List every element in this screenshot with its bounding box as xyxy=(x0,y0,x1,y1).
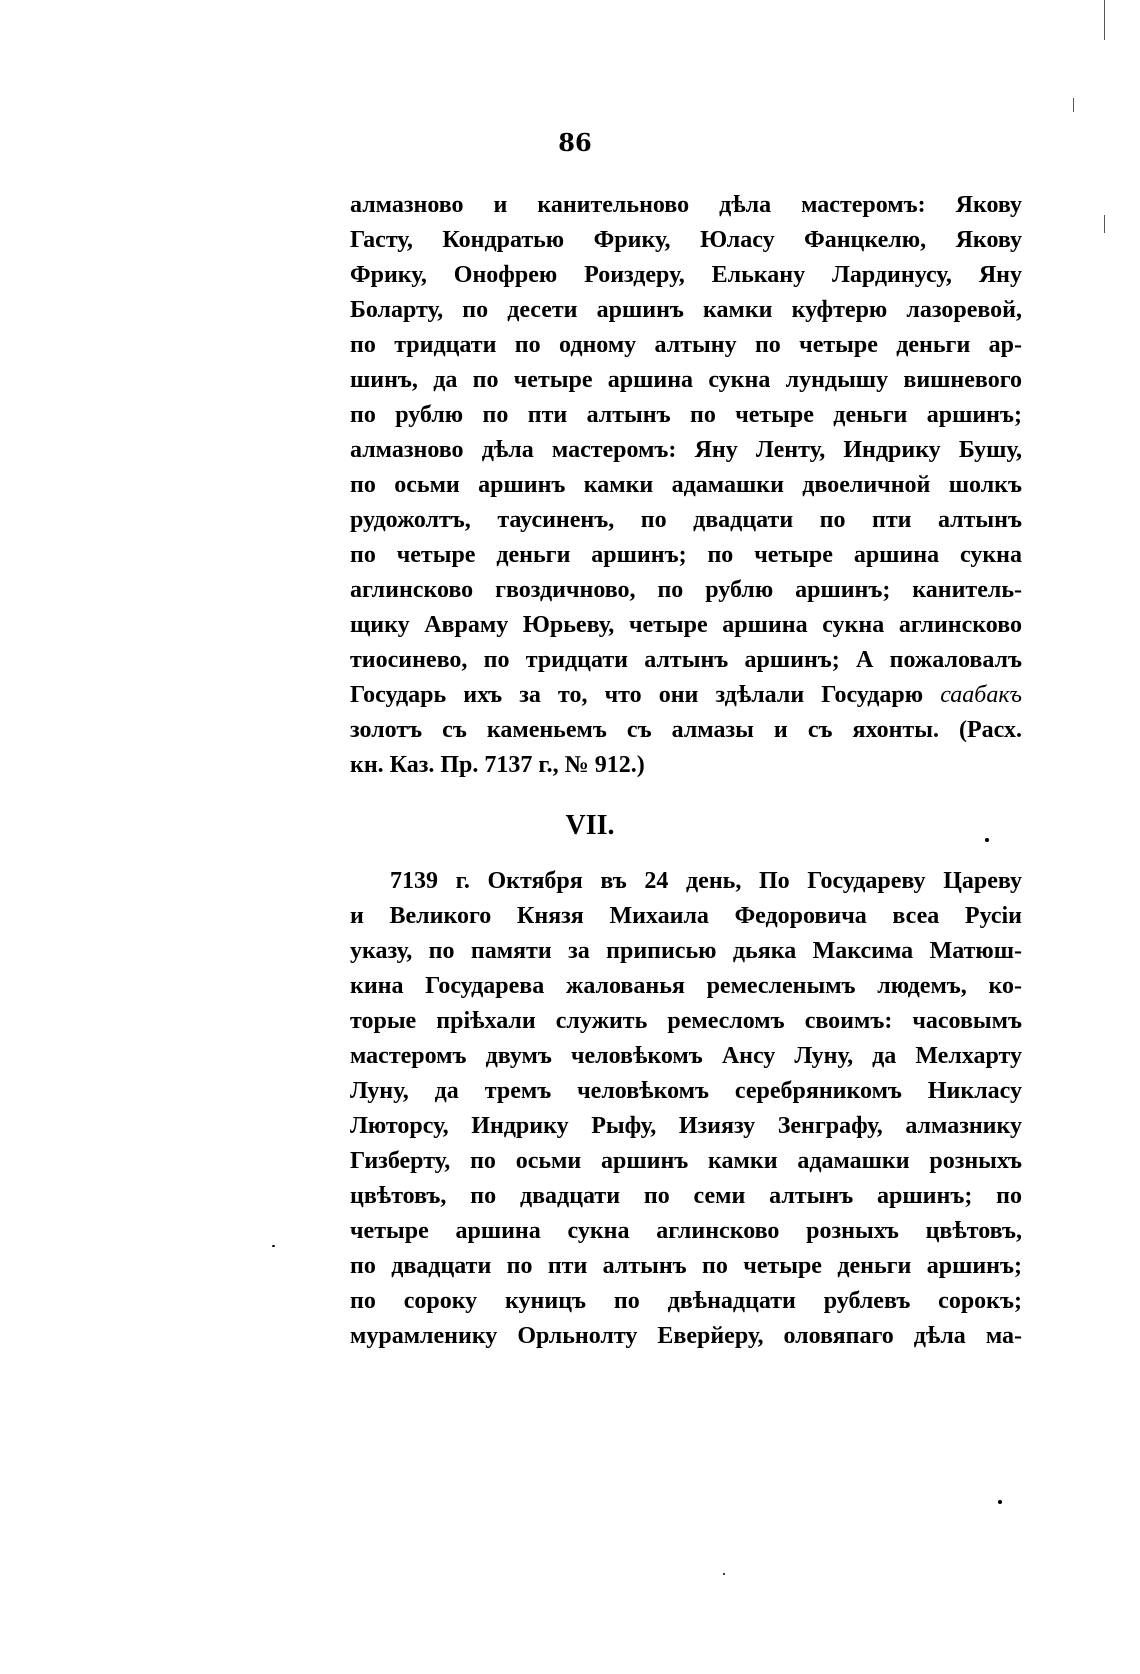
scan-speck xyxy=(723,1573,725,1575)
section-heading: VII. xyxy=(565,810,615,841)
italic-word: саабакъ xyxy=(940,682,1023,708)
text-line: алмазново дѣла мастеромъ: Яну Ленту, Индрику Бушу, xyxy=(350,437,1022,463)
scan-edge-line xyxy=(1104,0,1105,40)
text-line: аглинсково гвоздичново, по рублю аршинъ; канитель- xyxy=(350,577,1022,603)
scan-speck xyxy=(985,838,989,842)
text-line: по четыре деньги аршинъ; по четыре аршина сукна xyxy=(350,542,1022,568)
text-line: Фрику, Онофрею Роиздеру, Елькану Лардинусу, Яну xyxy=(350,262,1022,288)
text-line: щику Авраму Юрьеву, четыре аршина сукна аглинсково xyxy=(350,612,1022,638)
text-line: алмазново и канительново дѣла мастеромъ: Якову xyxy=(350,192,1022,218)
text-line: по двадцати по пти алтынъ по четыре деньги аршинъ; xyxy=(350,1253,1022,1279)
text-line: тиосинево, по тридцати алтынъ аршинъ; А пожаловалъ xyxy=(350,647,1022,673)
text-line: четыре аршина сукна аглинсково розныхъ цвѣтовъ, xyxy=(350,1218,1022,1244)
text-line: шинъ, да по четыре аршина сукна лундышу вишневого xyxy=(350,367,1022,393)
text-line-segment: Государь ихъ за то, что они здѣлали Государю xyxy=(350,682,924,708)
text-line: Гасту, Кондратью Фрику, Юласу Фанцкелю, Якову xyxy=(350,227,1022,253)
text-line: кн. Каз. Пр. 7137 г., № 912.) xyxy=(350,752,645,778)
paragraph-1 xyxy=(350,188,1022,783)
text-line: Боларту, по десети аршинъ камки куфтерю лазоревой, xyxy=(350,297,1022,323)
text-line: Луну, да тремъ человѣкомъ серебряникомъ Никласу xyxy=(350,1078,1022,1104)
text-line: рудожолтъ, таусиненъ, по двадцати по пти алтынъ xyxy=(350,507,1022,533)
text-line: Люторсу, Индрику Рыфу, Изиязу Зенграфу, алмазнику xyxy=(350,1113,1022,1139)
text-line: Гизберту, по осьми аршинъ камки адамашки розныхъ xyxy=(350,1148,1022,1174)
text-line: 7139 г. Октября въ 24 день, По Государеву Цареву xyxy=(390,868,1022,894)
scan-edge-line xyxy=(1104,215,1105,233)
scan-edge-line xyxy=(1073,98,1074,112)
text-line: по рублю по пти алтынъ по четыре деньги аршинъ; xyxy=(350,402,1022,428)
text-line: золотъ съ каменьемъ съ алмазы и съ яхонты. (Расх. xyxy=(350,717,1022,743)
scan-speck xyxy=(998,1500,1002,1504)
text-line-with-italic xyxy=(350,678,1022,713)
text-line: по тридцати по одному алтыну по четыре деньги ар- xyxy=(350,332,1022,358)
text-line: указу, по памяти за приписью дьяка Максима Матюш- xyxy=(350,938,1022,964)
text-line: и Великого Князя Михаила Федоровича всеа Русіи xyxy=(350,903,1022,929)
scan-speck xyxy=(272,1245,275,1247)
text-line: по осьми аршинъ камки адамашки двоеличной шолкъ xyxy=(350,472,1022,498)
text-line: мастеромъ двумъ человѣкомъ Ансу Луну, да Мелхарту xyxy=(350,1043,1022,1069)
page-number: 86 xyxy=(558,128,592,157)
text-line: мурамленику Орльнолту Еверйеру, оловяпаго дѣла ма- xyxy=(350,1323,1022,1349)
paragraph-2 xyxy=(350,864,1022,1354)
text-line: кина Государева жалованья ремесленымъ людемъ, ко- xyxy=(350,973,1022,999)
text-line: цвѣтовъ, по двадцати по семи алтынъ аршинъ; по xyxy=(350,1183,1022,1209)
text-line: торые пріѣхали служить ремесломъ своимъ: часовымъ xyxy=(350,1008,1022,1034)
text-line: по сороку куницъ по двѣнадцати рублевъ сорокъ; xyxy=(350,1288,1022,1314)
